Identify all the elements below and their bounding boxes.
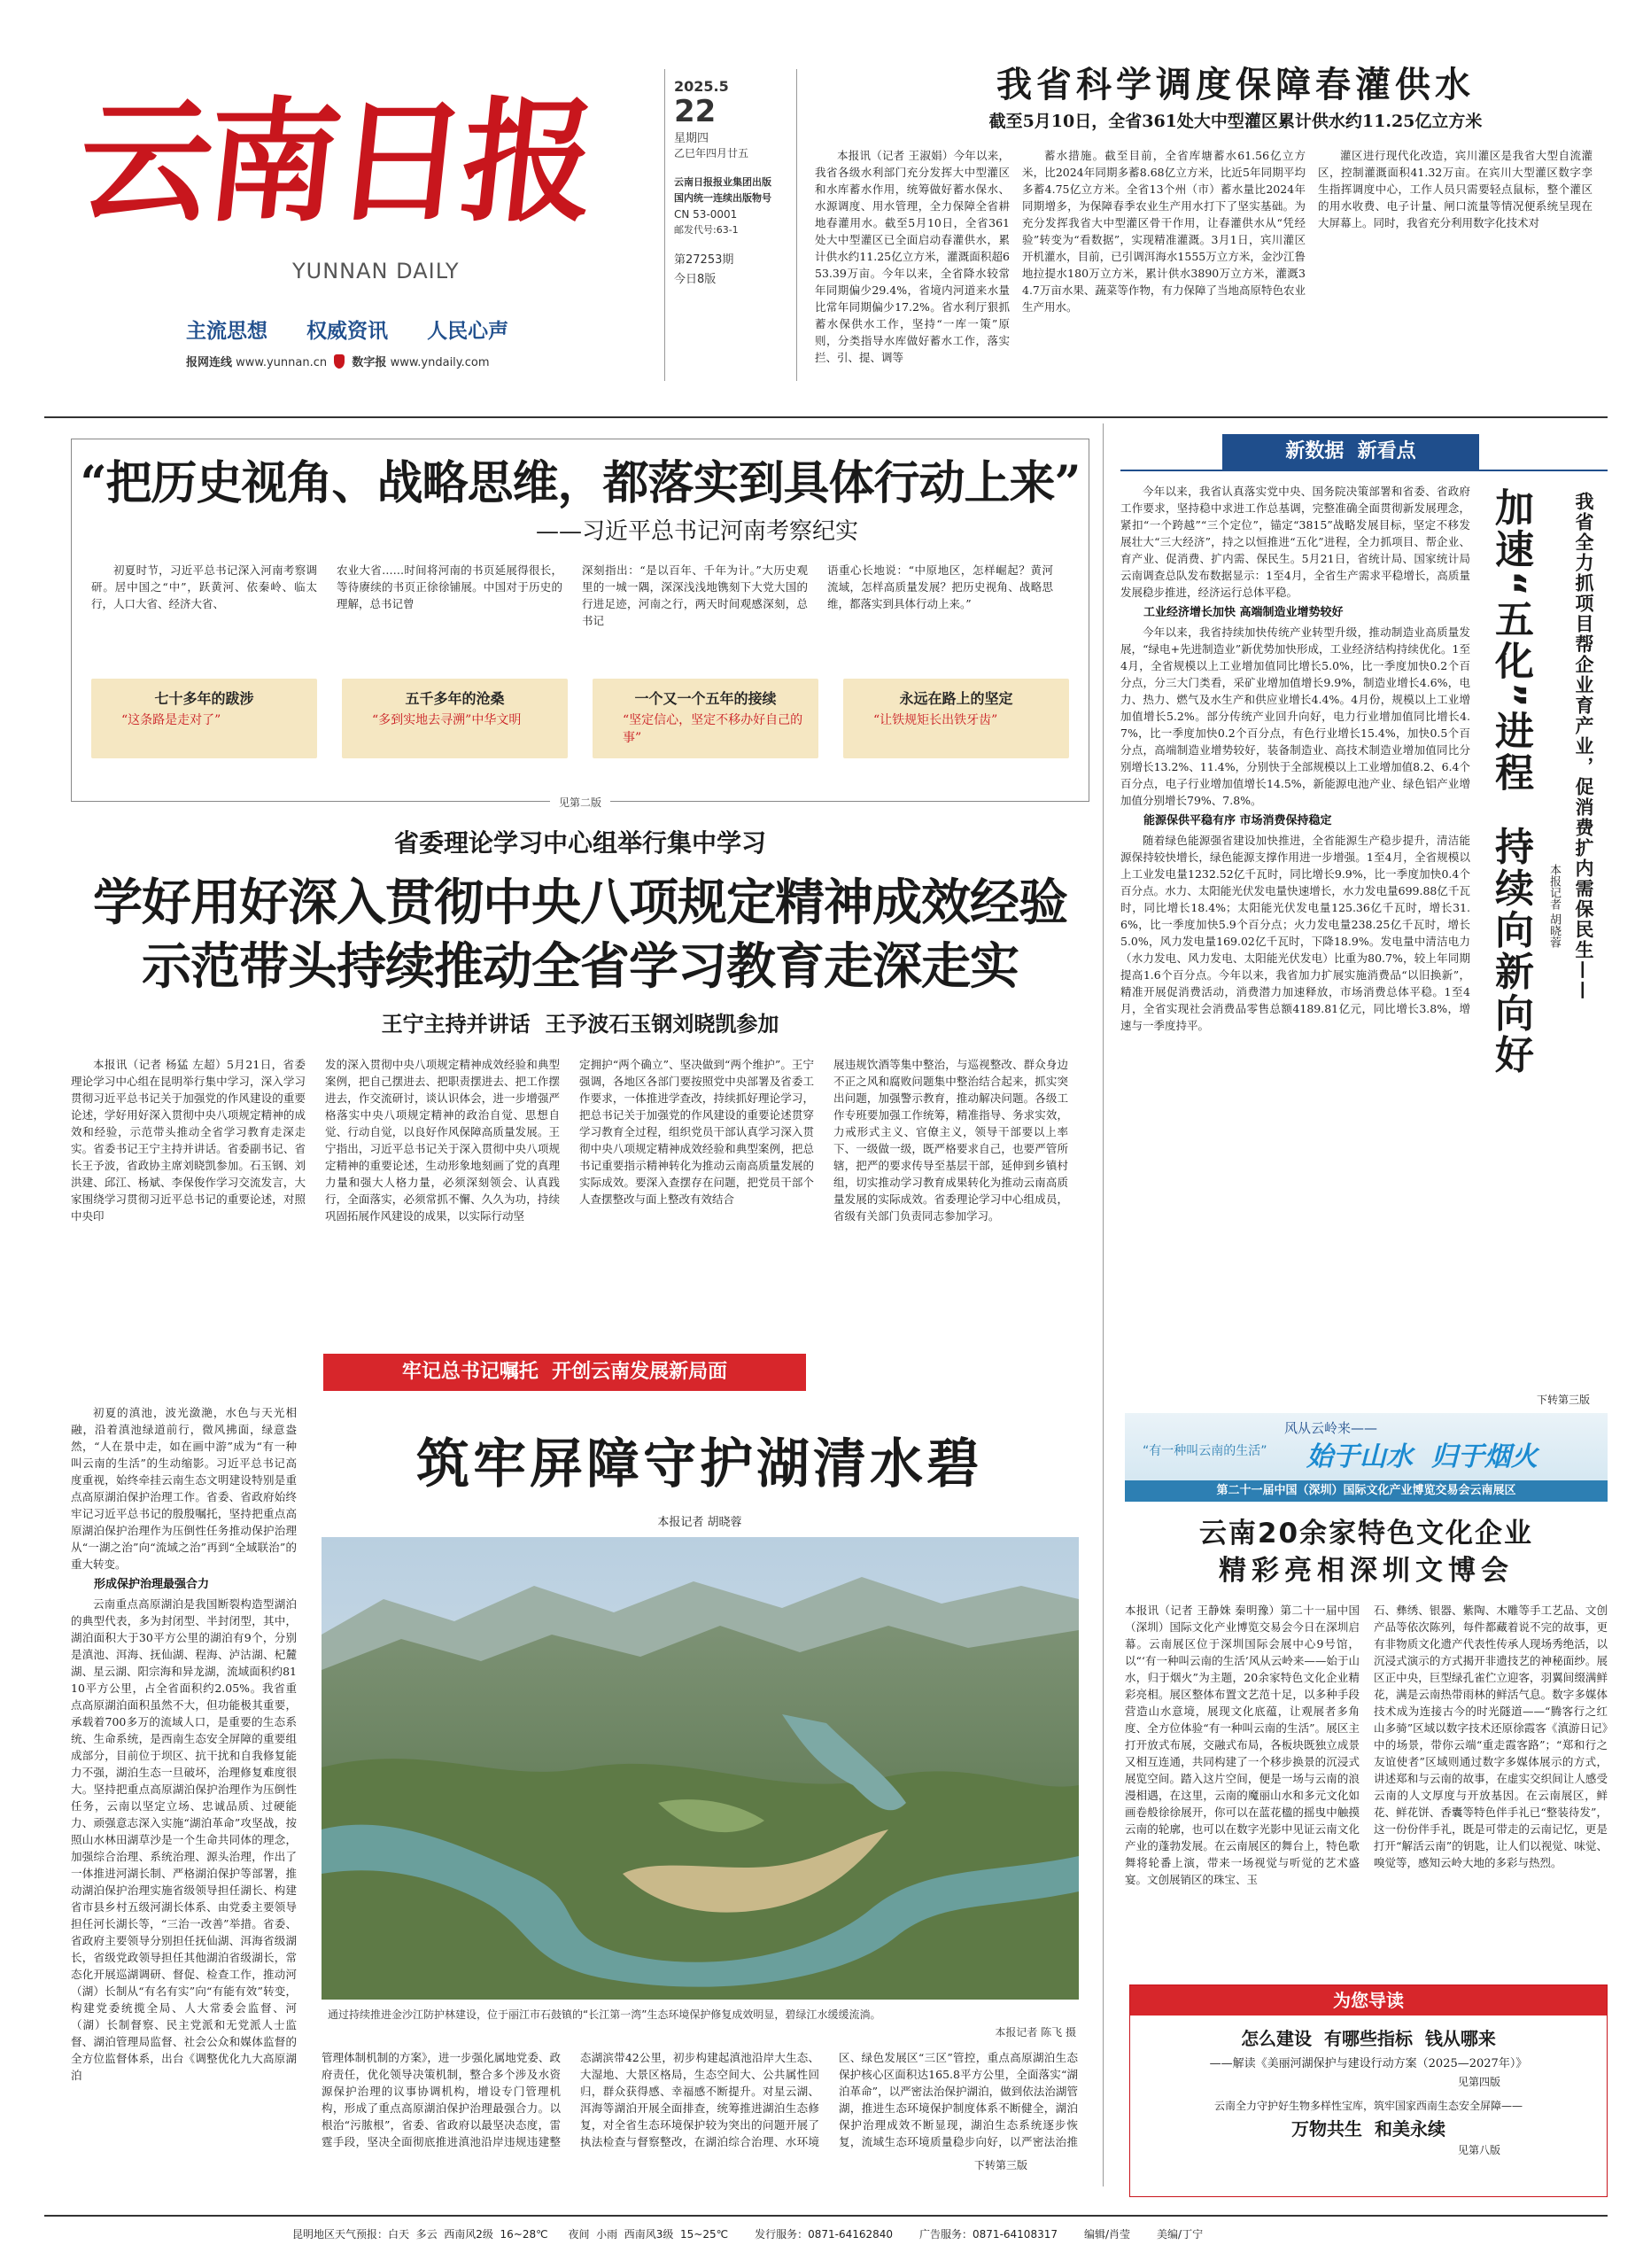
culture-title-2: 精彩亮相深圳文博会 — [1219, 1555, 1514, 1587]
quote-box-1 — [91, 679, 317, 758]
culture-banner-bar: 第二十一届中国（深圳）国际文化产业博览交易会云南展区 — [1125, 1480, 1608, 1502]
culture-col-1: 本报讯（记者 王静姝 秦明豫）第二十一届中国（深圳）国际文化产业博览交易会今日在深圳启幕。云南展区位于深圳国际会展中心9号馆，以“‘有一种叫云南的生活’风从云岭来——始于山水，归于烟火”为主题，20余家特色文化企业精彩亮相。展区整体布置文艺范十足，以多种手段营造山水意境，展现文化底蕴，让观展者多角度、全方位体验“有一种叫云南的生活”。展区主打开放式布展，交融式布局，各板块既独立成景又相互连通，共同构建了一个移步换景的沉浸式展览空间。踏入这片空间，便是一场与云南的浪漫相遇，在这里，云南的魔丽山水和多元文化如画卷般徐徐展开，你可以在蓝花楹的摇曳中触摸云南的轮廓，也可以在数字光影中见证云南文化产业的蓬勃发展。在云南展区的舞台上，特色歌舞将轮番上演，带来一场视觉与听觉的艺术盛宴。文创展销区的珠宝、玉 — [1125, 1604, 1360, 1886]
publisher: 云南日报报业集团出版 — [674, 176, 771, 188]
new-data-para-1: 今年以来，我省认真落实党中央、国务院决策部署和省委、省政府工作要求，坚持稳中求进工作总基调，完整准确全面贯彻新发展理念，紧扣“一个跨越”“三个定位”，锚定“3815”战略发展目标，坚定不移发展壮大“三大经济”，持之以恒推进“五化”进程，全力抓项目、帮企业、育产业、促消费、扩内需、保民生。5月21日，省统计局、国家统计局云南调查总队发布数据显示：1至4月，全省生产需求平稳增长，高质量发展稳步推进，经济运行总体平稳。 — [1120, 485, 1470, 599]
quote-box-3 — [593, 679, 818, 758]
issn-label: 国内统一连续出版物号 — [674, 192, 771, 204]
lake-continue[interactable]: 下转第三版 — [974, 2159, 1028, 2171]
lake-title: 筑牢屏障守护湖清水碧 — [416, 1433, 983, 1495]
lake-story — [71, 1404, 1089, 2175]
top-story-col-1: 本报讯（记者 王淑娟）今年以来，我省各级水利部门充分发挥大中型灌区和水库蓄水作用，统筹做好蓄水保水、水源调度、用水管理，全力保障全省耕地春灌用水。截至5月10日，全省361处大中型灌区已全面启动春灌供水，累计供水约11.25亿立方米，灌溉面积超653.39万亩。今年以来，全省降水较常年同期偏少29.4%，省境内河道来水量比常年同期偏少17.2%。省水利厅狠抓蓄水保供水工作，坚持“一库一策”原则，分类指导水库做好蓄水工作，落实拦、引、提、调等 — [815, 149, 1010, 364]
xi-feature-title: “把历史视角、战略思维，都落实到具体行动上来” — [80, 456, 1081, 510]
lunar-date: 乙巳年四月廿五 — [674, 147, 749, 159]
quote-box-title: 一个又一个五年的接续 — [634, 690, 777, 707]
committee-story — [71, 824, 1089, 1347]
designer-credit: 美编/丁宁 — [1157, 2227, 1204, 2241]
culture-banner — [1125, 1413, 1608, 1502]
distribution-phone: 发行服务：0871-64162840 — [755, 2227, 894, 2241]
date-year-month: 2025.5 — [674, 78, 729, 95]
lake-banner: 牢记总书记嘱托 开创云南发展新局面 — [323, 1354, 806, 1391]
new-data-para-2: 今年以来，我省持续加快传统产业转型升级，推动制造业高质量发展，“绿电+先进制造业”新优势加快形成，工业经济结构持续优化。1至4月，全省规模以上工业增加值同比增长5.0%，比一季度加快0.2个百分点，分三大门类看，采矿业增加值增长9.9%，制造业增长4.6%，电力、热力、燃气及水生产和供应业增长4.4%。4月份，规模以上工业增加值增长5.2%。部分传统产业回升向好，电力行业增加值同比增长4.7%，比一季度加快0.2个百分点，有色行业增长15.4%，加快0.5个百分点，高端制造业增势较好，装备制造业、高技术制造业增加值同比分别增长13.2%、11.4%，分别快于全部规模以上工业增加值8.2、6.4个百分点，电子行业增加值增长14.5%，新能源电池产业、绿色铝产业增加值分别增长79%、7.8%。 — [1120, 625, 1470, 807]
right-top-rule — [1120, 470, 1608, 471]
lake-byline: 本报记者 胡晓蓉 — [657, 1516, 742, 1529]
top-story — [815, 62, 1603, 385]
slogan-2: 权威资讯 — [306, 320, 389, 343]
new-data-story — [1120, 483, 1612, 1404]
weekday: 星期四 — [674, 132, 709, 145]
digital-label: 数字报 — [352, 356, 387, 369]
quote-box-quote: “多到实地去寻溯”中华文明 — [372, 713, 522, 727]
lake-left-column — [71, 1404, 297, 2148]
lake-subheading: 形成保护治理最强合力 — [94, 1578, 210, 1591]
river-bend-photo — [322, 1537, 1079, 2000]
lake-bottom-col-1: 管理体制机制的方案》，进一步强化属地党委、政府责任，优化领导决策机制，整合多个涉及水资源保护治理的议事协调机构，增设专门管理机构，形成了重点高原湖泊保护治理最强合力。以根治“污脓根”，省委、省政府以最坚决态度，雷霆手段，坚决全面彻底推进滇池沿岸违规违建整 — [322, 2051, 561, 2148]
newspaper-logo: 云南日报 — [71, 84, 599, 240]
section-tab-new-data: 新数据 新看点 — [1222, 434, 1479, 470]
issue-info — [664, 69, 797, 381]
committee-col-4: 展违规饮酒等集中整治，与巡视整改、群众身边不正之风和腐败问题集中整治结合起来，抓实突出问题，加强警示教育，推动解决问题。各级工作专班要加强工作统筹，精准指导、务求实效，力戒形式主义、官僚主义，领导干部要以上率下、一级做一级，既严格要求自己，也要严管所辖，把严的要求传导至基层干部，延伸到乡镇村组，切实推动学习教育成果转化为推动云南高质量发展的实际成效。省委理论学习中心组成员，省级有关部门负责同志参加学习。 — [833, 1058, 1068, 1223]
footer — [44, 2215, 1608, 2250]
quote-box-title: 永远在路上的坚定 — [899, 690, 1013, 707]
committee-subtitle: 王宁主持并讲话 王予波石玉钢刘晓凯参加 — [381, 1011, 779, 1037]
site-link[interactable]: www.yunnan.cn — [236, 356, 328, 369]
lake-bottom-col-2: 态湖滨带42公里，初步构建起滇池沿岸大生态、大湿地、大景区格局，生态空间大、公共属性回归，群众获得感、幸福感不断提升。对星云湖、洱海等湖泊开展全面排查，统筹推进湖泊生态修复，对全省生态环境保护较为突出的问题开展了执法检查与督察整改，在湖泊综合治理、水环境 — [580, 2051, 819, 2148]
culture-banner-top: 风从云岭来—— — [1284, 1420, 1378, 1436]
quote-box-2 — [342, 679, 568, 758]
masthead-slogan — [186, 315, 508, 344]
editor-credit: 编辑/肖莹 — [1083, 2227, 1131, 2241]
new-data-subheading-2: 能源保供平稳有序 市场消费保持稳定 — [1143, 814, 1332, 827]
guide-item-1-page[interactable]: 见第四版 — [1457, 2076, 1500, 2088]
culture-banner-quote: “有一种叫云南的生活” — [1143, 1444, 1267, 1458]
post-code: 邮发代号:63-1 — [674, 224, 739, 236]
top-story-col-3: 灌区进行现代化改造，宾川灌区是我省大型自流灌区，控制灌溉面积41.32万亩。在宾川大型灌区数字孪生指挥调度中心，工作人员只需要轻点鼠标，整个灌区的用水收费、电子计量、闸口流量等情况便系统呈现在大屏幕上。同时，我省充分利用数字化技术对 — [1318, 149, 1593, 229]
lake-body: 云南重点高原湖泊是我国断裂构造型湖泊的典型代表，多为封闭型、半封闭型，其中，湖泊面积大于30平方公里的湖泊有9个，分别是滇池、洱海、抚仙湖、程海、泸沽湖、杞麓湖、星云湖、阳宗海和异龙湖，流域面积约8110平方公里，占全省面积约2.05%。我省重点高原湖泊面积虽然不大，但功能极其重要，承载着700多万的流域人口，是重要的生态系统、生命系统，是西南生态安全屏障的重要组成部分，目前位于坝区、抗干扰和自我修复能力不强，湖泊生态一旦破坏，治理修复难度很大。坚持把重点高原湖泊保护治理作为压倒性任务，云南以坚定立场、忠诚品质、过硬能力、顽强意志深入实施“湖泊革命”攻坚战，按照山水林田湖草沙是一个生命共同体的理念，加强综合治理、系统治理、源头治理，作出了一体推进河湖长制、严格湖泊保护等部署，推动湖泊保护治理实施省级领导担任湖长、构建省市县乡村五级河湖长体系、由党委主要领导担任河长湖长等，“三治一改善”举措。省委、省政府主要领导分别担任抚仙湖、洱海省级湖长，省级党政领导担任其他湖泊省级湖长，常态化开展巡湖调研、督促、检查工作，推动河（湖）长制从“有名有实”向“有能有效”转变，构建党委统揽全局、人大常委会监督、河（湖）长制督察、民主党派和无党派人士监督、湖泊管理局监督、社会公众和媒体监督的全方位监督体系，出台《调整优化九大高原湖泊 — [71, 1597, 297, 2082]
guide-item-2-kicker: 云南全力守护好生物多样性宝库，筑牢国家西南生态安全屏障—— — [1213, 2100, 1523, 2112]
page-count: 今日8版 — [674, 273, 717, 286]
guide-item-2-title[interactable]: 万物共生 和美永续 — [1291, 2118, 1445, 2140]
xi-feature-col-2: 农业大省……时间将河南的书页延展得很长，等待赓续的书页正徐徐铺展。中国对于历史的理解，总书记曾 — [337, 563, 562, 610]
issue-number: 第27253期 — [674, 253, 734, 267]
vertical-kicker: 我省全力抓项目帮企业育产业，促消费扩内需保民生—— — [1573, 492, 1595, 1001]
quote-box-quote: “坚定信心，坚定不移办好自己的事” — [623, 713, 803, 745]
slogan-3: 人民心声 — [427, 320, 509, 343]
xi-feature-col-4: 语重心长地说：“中原地区，怎样崛起？黄河流域，怎样高质量发展？把历史视角、战略思维，都落实到具体行动上来。” — [827, 563, 1053, 610]
xi-feature-col-1: 初夏时节，习近平总书记深入河南考察调研。居中国之“中”，跃黄河、依秦岭、临太行，人口大省、经济大省、 — [91, 563, 317, 610]
guide-item-1-subtitle: ——解读《美丽河湖保护与建设行动方案（2025—2027年）》 — [1209, 2057, 1528, 2070]
date-day: 22 — [674, 94, 717, 129]
quote-box-quote: “让铁规矩长出铁牙齿” — [873, 713, 998, 727]
top-story-title: 我省科学调度保障春灌供水 — [996, 65, 1475, 105]
committee-kicker: 省委理论学习中心组举行集中学习 — [393, 828, 766, 858]
new-data-para-3: 随着绿色能源强省建设加快推进，全省能源生产稳步提升，清洁能源保持较快增长，绿色能源支撑作用进一步增强。1至4月，全省规模以上工业发电量1232.52亿千瓦时，同比增长9.9%，比一季度加快0.4个百分点。水力、太阳能光伏发电量快速增长，水力发电量699.88亿千瓦时，同比增长18.4%；太阳能光伏发电量125.36亿千瓦时，增长31.6%，比一季度加快5.9个百分点；火力发电量238.25亿千瓦时，增长5.0%，风力发电量169.02亿千瓦时，下降18.9%。发电量中清洁电力（水力发电、风力发电、太阳能光伏发电）比重为80.7%，较上年同期提高1.6个百分点。今年以来，我省加力扩展实施消费品“以旧换新”，精准开展促消费活动，消费潜力加速释放，市场消费总体平稳。1至4月，全省实现社会消费品零售总额4189.81亿元，同比增长3.8%，增速与一季度持平。 — [1120, 834, 1470, 1032]
cn-number: CN 53-0001 — [674, 208, 738, 221]
guide-item-1-title[interactable]: 怎么建设 有哪些指标 钱从哪来 — [1241, 2028, 1496, 2049]
reading-guide — [1129, 1984, 1608, 2197]
digital-link[interactable]: www.yndaily.com — [390, 356, 490, 369]
xi-feature-subtitle: ——习近平总书记河南考察纪实 — [535, 518, 858, 545]
see-page-2[interactable]: 见第二版 — [550, 795, 610, 810]
photo-caption: 通过持续推进金沙江防护林建设，位于丽江市石鼓镇的“长江第一湾”生态环境保护修复成效明显，碧绿江水缓缓流淌。 — [328, 2008, 881, 2021]
committee-title-1: 学好用好深入贯彻中央八项规定精神成效经验 — [93, 874, 1067, 932]
quote-box-title: 五千多年的沧桑 — [405, 690, 505, 707]
new-data-body — [1120, 483, 1470, 1395]
photo-credit: 本报记者 陈飞 摄 — [995, 2026, 1076, 2039]
quote-box-title: 七十多年的跋涉 — [154, 690, 254, 707]
xi-feature-col-3: 深刻指出：“是以百年、千年为计。”大历史观里的一城一隅，深深浅浅地镌刻下大党大国的行进足迹，河南之行，两天时间观感深刻，总书记 — [582, 563, 808, 627]
vertical-byline: 本报记者 胡晓蓉 — [1547, 864, 1561, 949]
vertical-headline: 加速“五化”进程 持续向新向好 — [1488, 487, 1533, 1076]
lake-bottom-col-3: 区、绿色发展区“三区”管控，重点高原湖泊生态保护核心区面积达165.8平方公里，全面落实“湖泊革命”，以严密法治保护湖泊，做到依法治湖管湖，推进生态环境保护制度体系不断健全，湖泊保护治理成效不断显现，湖泊生态系统逐步恢复，流域生态环境质量稳步向好，以严密法治推 — [839, 2051, 1078, 2148]
quote-box-quote: “这条路是走对了” — [121, 713, 221, 727]
slogan-1: 主流思想 — [186, 320, 267, 343]
guide-item-2-page[interactable]: 见第八版 — [1457, 2144, 1500, 2156]
culture-col-2: 石、彝绣、银器、紫陶、木雕等手工艺品、文创产品等依次陈列，每件都藏着说不完的故事，更有非物质文化遗产代表性传承人现场秀绝活，以沉浸式演示的方式揭开非遗技艺的神秘面纱。展区正中央，巨型绿孔雀伫立迎客，羽翼间缀满鲜花，满是云南热带雨林的鲜活气息。数字多媒体技术成为连接古今的时光隧道——“腾客行之红山多骑”区域以数字技术还原徐霞客《滇游日记》中的场景，带你云端“重走霞客路”；“郑和行之友谊使者”区域则通过数字多媒体展示的方式，讲述郑和与云南的故事，在虚实交织间让人感受云南的人文厚度与开放基因。在云南展区，鲜花、鲜花饼、香囊等特色伴手礼已“整装待发”，这一份份伴手礼，既是可带走的云南记忆，更是打开“解活云南”的钥匙，让人们以视觉、味觉、嗅觉等，感知云岭大地的多彩与热烈。 — [1374, 1604, 1608, 1869]
masthead — [44, 53, 655, 381]
xi-feature — [71, 439, 1089, 809]
river-bend-illustration — [322, 1537, 1079, 2000]
committee-col-3: 定拥护“两个确立”、坚决做到“两个维护”。王宁强调，各地区各部门要按照党中央部署及省委工作要求，一体推进学查改，持续抓好理论学习，把总书记关于加强党的作风建设的重要论述贯穿学习教育全过程，组织党员干部认真学习深入贯彻中央八项规定精神成效经验和典型案例，把总书记重要指示精神转化为推动云南高质量发展的实际成效。要深入查摆存在问题，把党员干部个人查摆整改与面上整改有效结合 — [579, 1058, 814, 1206]
newspaper-logo-en: YUNNAN DAILY — [292, 259, 460, 284]
lake-intro: 初夏的滇池，波光潋滟，水色与天光相融，沿着滇池绿道前行，微风拂面，绿意盎然，“人在景中走，如在画中游”成为“有一种叫云南的生活”的生动缩影。习近平总书记高度重视，始终牵挂云南生态文明建设特别是重点高原湖泊保护治理工作。省委、省政府始终牢记习近平总书记的殷殷嘱托，坚持把重点高原湖泊保护治理作为压倒性任务推动保护治理从“一湖之治”向“流域之治”再到“全域联治”的重大转变。 — [71, 1406, 297, 1571]
quote-box-4 — [843, 679, 1069, 758]
culture-banner-main: 始于山水 归于烟火 — [1306, 1441, 1538, 1472]
ads-phone: 广告服务：0871-64108317 — [919, 2227, 1058, 2241]
committee-title-2: 示范带头持续推动全省学习教育走深走实 — [142, 938, 1019, 996]
committee-col-2: 发的深入贯彻中央八项规定精神成效经验和典型案例，把自己摆进去、把职责摆进去、把工作摆进去，作交流研讨，谈认识体会，进一步增强严格落实中央八项规定精神的政治自觉、思想自觉、行动自觉，以良好作风保障高质量发展。王宁指出，习近平总书记关于深入贯彻中央八项规定精神的重要论述，生动形象地刻画了党的真理力量和强大人格力量，必须深刻领会、认真践行，全面落实，必须常抓不懈、久久为功，持续巩固拓展作风建设的成果，以实际行动坚 — [325, 1058, 560, 1223]
masthead-links — [186, 353, 490, 369]
culture-title-1: 云南20余家特色文化企业 — [1198, 1518, 1534, 1550]
new-data-continue[interactable]: 下转第三版 — [1537, 1394, 1591, 1406]
committee-col-1: 本报讯（记者 杨猛 左超）5月21日，省委理论学习中心组在昆明举行集中学习，深入学习贯彻习近平总书记关于加强党的作风建设的重要论述，学好用好深入贯彻中央八项规定精神的成效和经验，示范带头推动全省学习教育走深走实。省委书记王宁主持并讲话。省委副书记、省长王予波，省政协主席刘晓凯参加。石玉钢、刘洪建、邱江、杨斌、李保俊作学习交流发言，大家围绕学习贯彻习近平总书记的重要论述，对照中央印 — [71, 1058, 306, 1223]
top-story-col-2: 蓄水措施。截至目前，全省库塘蓄水61.56亿立方米，比2024年同期多蓄8.68亿立方米，比近5年同期平均多蓄4.75亿立方米。全省13个州（市）蓄水量比2024年同期增多，为保障春季农业生产用水打下了坚实基础。为充分发挥我省大中型灌区骨干作用，让春灌供水从“凭经验”转变为“看数据”，实现精准灌溉。3月1日，宾川灌区开机灌水，目前，已引调洱海水1555万立方米，金沙江鲁地拉提水180万立方米，累计供水3890万立方米，灌溉34.7万亩水果、蔬菜等作物，有力保障了当地高原特色农业生产用水。 — [1022, 149, 1306, 314]
guide-header: 为您导读 — [1130, 1985, 1607, 2016]
site-label: 报网连线 — [186, 356, 233, 369]
top-story-subtitle: 截至5月10日，全省361处大中型灌区累计供水约11.25亿立方米 — [988, 112, 1483, 131]
pen-icon — [334, 354, 345, 369]
weather-forecast: 昆明地区天气预报：白天 多云 西南风2级 16~28℃ 夜间 小雨 西南风3级 15~25℃ — [292, 2227, 729, 2241]
new-data-subheading-1: 工业经济增长加快 高端制造业增势较好 — [1143, 606, 1344, 619]
